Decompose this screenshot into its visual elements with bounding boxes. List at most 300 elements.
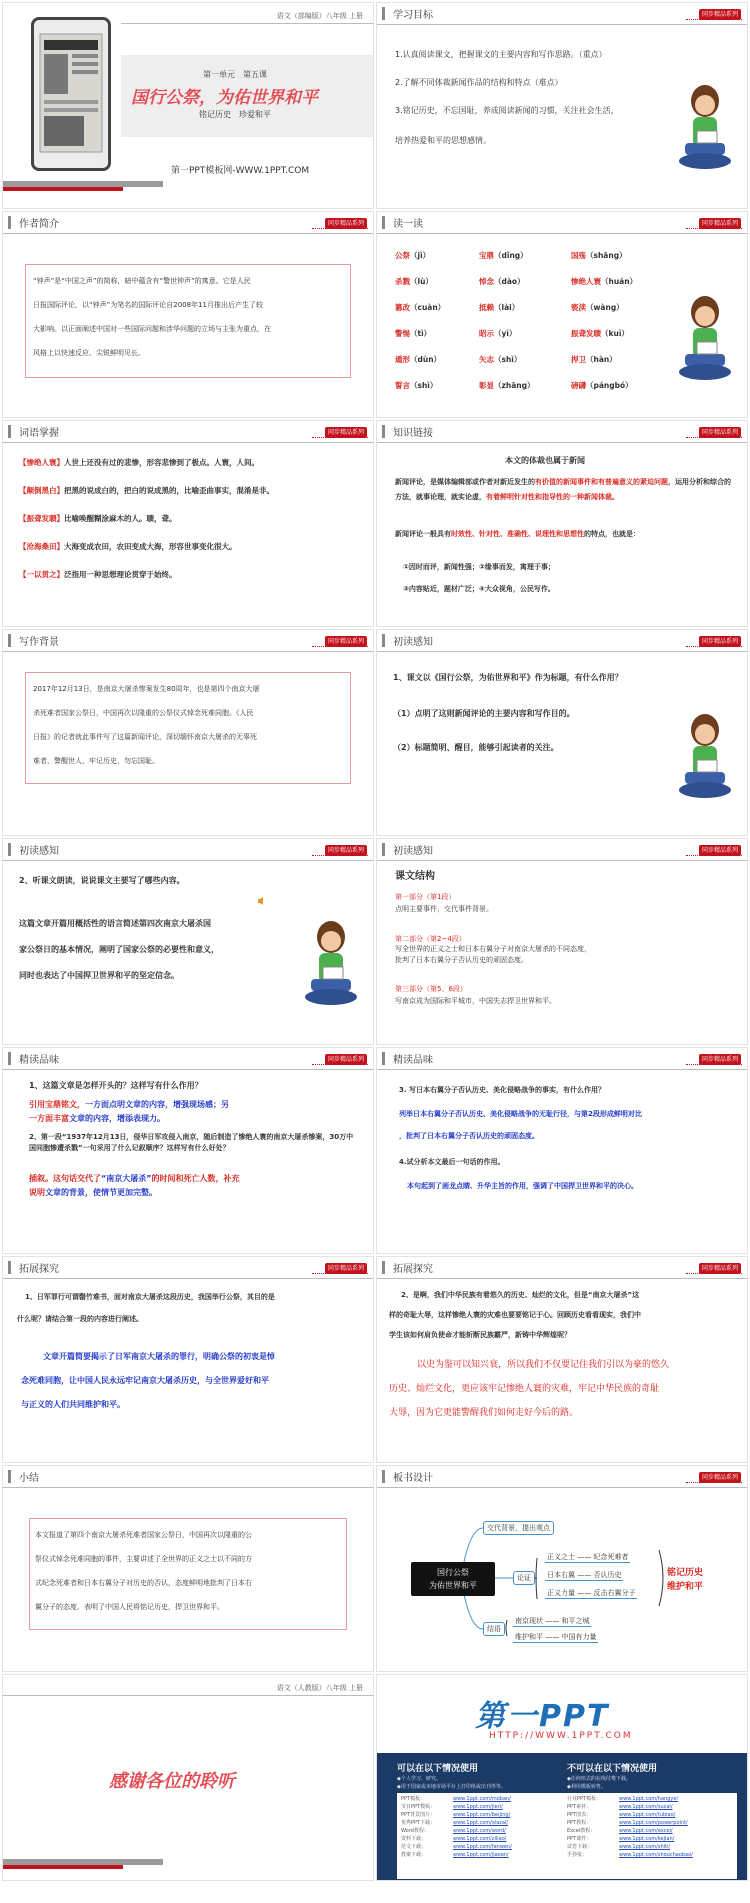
vocab-term: 警惕 [395, 329, 410, 338]
vocab-word [479, 328, 516, 339]
header-bar [8, 634, 11, 647]
vocab-pinyin: （dǐng） [494, 251, 528, 260]
vocab-pinyin: （tì） [410, 329, 432, 338]
slide-cover [2, 2, 374, 209]
resource-link-label: 手抄报： [567, 1852, 588, 1858]
slide-close-reading-1 [2, 1047, 374, 1254]
vocab-entry [19, 485, 274, 496]
header-bar [382, 1261, 385, 1274]
badge-dots [686, 228, 742, 229]
answer-line-3: 与正义的人们共同维护和平。 [21, 1400, 125, 1409]
resource-link-label: 试卷下载： [567, 1844, 593, 1850]
can-use-item-2: ◆用于国家或本地市场平台上打印纸或出刊等等。 [397, 1784, 506, 1790]
vocab-term: 国殇 [571, 251, 586, 260]
logo-url: HTTP://WWW.1PPT.COM [489, 1731, 633, 1741]
vocab-term: 振聋发聩 [571, 329, 601, 338]
p1-a: 新闻评论，是媒体编辑部或作者对新近发生的 [395, 478, 535, 486]
resource-link-label: PPT模板： [401, 1796, 426, 1802]
unit-label: 第一单元 第五课 [203, 70, 267, 79]
branch-background: 交代背景，提出观点 [483, 1521, 554, 1535]
vocab-word [395, 328, 431, 339]
vocab-term: 亵渎 [571, 303, 586, 312]
series-badge: 同步精品系列 [699, 636, 741, 647]
slide-header [377, 1257, 747, 1279]
badge-dots [312, 646, 368, 647]
bg-line-3: 日报》的记者就此事件写了这篇新闻评论，深切缅怀南京大屠杀的无辜死 [33, 733, 257, 741]
top-right-label: 语文（人教版）八年级 上册 [276, 1684, 363, 1692]
vocab-pinyin: （lài） [494, 303, 520, 312]
header-title: 拓展探究 [19, 1264, 59, 1275]
vocab-term: 昭示 [479, 329, 494, 338]
slide-extension-2 [376, 1256, 748, 1463]
vocab-word [395, 250, 430, 261]
question-line-1: 2、是啊，我们中华民族有着悠久的历史、灿烂的文化，但是“南京大屠杀”这 [401, 1291, 640, 1299]
can-use-title: 可以在以下情况使用 [397, 1764, 479, 1774]
vocab-pinyin: （jì） [410, 251, 431, 260]
part-3-title: 第三部分（第5、6段） [395, 985, 467, 993]
resource-link-row [567, 1827, 727, 1835]
vocab-pinyin: （shāng） [586, 251, 627, 260]
header-bar [8, 1052, 11, 1065]
header-title: 学习目标 [393, 10, 433, 21]
resource-link[interactable]: www.1ppt.com/excel/ [619, 1828, 673, 1834]
answer-line-1: 以史为鉴可以知兴衰，所以我们不仅要记住我们引以为豪的悠久 [417, 1360, 670, 1370]
vocab-entry-term: 【沧海桑田】 [19, 542, 64, 551]
vocab-word [571, 380, 633, 391]
logo-text: 第一PPT [475, 1699, 610, 1734]
vocab-entry [19, 569, 177, 580]
resource-link-label: PPT课件： [567, 1836, 592, 1842]
series-badge: 同步精品系列 [325, 636, 367, 647]
vocab-word [571, 354, 617, 365]
resource-link[interactable]: www.1ppt.com/tubiao/ [619, 1812, 676, 1818]
header-bar [8, 843, 11, 856]
resource-link-label: 资料下载： [401, 1836, 427, 1842]
vocab-word [395, 380, 437, 391]
argument-item-3: 正义力量 —— 反击右翼分子 [547, 1589, 636, 1597]
bg-line-4: 难者，警醒世人，牢记历史，勿忘国耻。 [33, 757, 159, 765]
vocab-term: 悼念 [479, 277, 494, 286]
knowledge-para-2 [395, 527, 735, 542]
header-bar [8, 1261, 11, 1274]
vocab-term: 磅礴 [571, 381, 586, 390]
question: 2、听课文朗读，说说课文主要写了哪些内容。 [19, 876, 185, 885]
header-title: 写作背景 [19, 637, 59, 648]
resource-link[interactable]: www.1ppt.com/shiti/ [619, 1844, 671, 1850]
resource-link-row [567, 1851, 727, 1859]
series-badge: 同步精品系列 [699, 9, 741, 20]
conclusion-item-1: 南京现状 —— 和平之城 [515, 1617, 590, 1625]
slide-summary [2, 1465, 374, 1672]
p2-c: 的特点，也就是： [584, 530, 640, 538]
top-right-label: 语文（部编版）八年级 上册 [276, 12, 363, 20]
slide-header [3, 1048, 373, 1070]
slide-header [3, 1466, 373, 1488]
vocab-entry-definition: 人世上还没有过的悲惨，形容悲惨到了极点。人寰，人间。 [64, 458, 259, 467]
vocab-term: 公祭 [395, 251, 410, 260]
answer-line-1: 文章开篇简要揭示了日军南京大屠杀的罪行，明确公祭的初衷是悼 [43, 1352, 275, 1361]
vocab-pinyin: （shì） [410, 381, 438, 390]
conclusion-line-2: 维护和平 [667, 1582, 704, 1592]
knowledge-para-3: ①因时而评，新闻性强；②缘事而发，寓理于事； [403, 563, 555, 571]
vocab-pinyin: （wàng） [586, 303, 624, 312]
slide-header [3, 1257, 373, 1279]
goal-2: 2.了解不同体裁新闻作品的结构和特点（难点） [395, 78, 563, 87]
slide-header [377, 1048, 747, 1070]
vocab-pinyin: （yì） [494, 329, 517, 338]
resource-link-row [567, 1819, 727, 1827]
header-bar [382, 634, 385, 647]
author-line-1: “钟声”是“中国之声”的简称，暗中蕴含有“警世钟声”的寓意。它是人民 [33, 277, 251, 285]
header-title: 知识链接 [393, 428, 433, 439]
vocab-word [571, 276, 637, 287]
branch-argument: 论证 [513, 1571, 535, 1585]
badge-dots [686, 437, 742, 438]
part-1-desc: 点明主要事件，交代事件背景。 [395, 905, 493, 913]
summary-line-1: 本文报道了第四个南京大屠杀死难者国家公祭日，中国再次以隆重的公 [35, 1531, 252, 1539]
series-badge: 同步精品系列 [699, 1263, 741, 1274]
resource-link-row [401, 1835, 561, 1843]
answer-1-line-2 [29, 1112, 165, 1126]
vocab-entry [19, 457, 259, 468]
header-title: 拓展探究 [393, 1264, 433, 1275]
slide-board-design [376, 1465, 748, 1672]
badge-dots [312, 1064, 368, 1065]
slide-read [376, 211, 748, 418]
badge-dots [312, 437, 368, 438]
answer-2: （2）标题简明、醒目，能够引起读者的关注。 [393, 743, 559, 752]
question-2: 2、第一段“1937年12月13日，侵华日军攻侵入南京，随后制造了惨绝人寰的南京大屠杀惨案，30万中国同胞惨遭杀戮”一句采用了什么记叙顺序？这样写有什么好处？ [29, 1133, 354, 1152]
vocab-word [571, 328, 629, 339]
argument-item-1: 正义之士 —— 纪念死难者 [547, 1553, 629, 1561]
header-bar [382, 843, 385, 856]
header-title: 词语掌握 [19, 428, 59, 439]
slide-knowledge [376, 420, 748, 627]
resource-link-label: PPT素材： [567, 1804, 592, 1810]
p2-b: 时效性、针对性、准确性、说理性和思想性 [451, 530, 584, 538]
resource-link-label: Excel教程： [567, 1828, 596, 1834]
resource-link-row [567, 1811, 727, 1819]
answer-3-line-2: ，批判了日本右翼分子否认历史的顽固态度。 [399, 1132, 539, 1140]
header-title: 小结 [19, 1473, 39, 1484]
cover-subtitle: 铭记历史 珍爱和平 [199, 110, 271, 119]
resource-link-row [401, 1795, 561, 1803]
slide-first-reading-2 [2, 838, 374, 1045]
vocab-entry-term: 【惨绝人寰】 [19, 458, 64, 467]
resource-link[interactable]: www.1ppt.com/jiaoan/ [453, 1852, 509, 1858]
author-line-4: 风格上以快速反应、尖锐鲜明见长。 [33, 349, 145, 357]
resource-link-label: 范文下载： [401, 1844, 427, 1850]
slide-first-reading-1 [376, 629, 748, 836]
badge-dots [686, 855, 742, 856]
badge-dots [686, 1064, 742, 1065]
cannot-use-item-1: ◆任何形式的在线付费下载。 [567, 1776, 631, 1782]
resource-link[interactable]: www.1ppt.com/beijing/ [453, 1812, 511, 1818]
series-badge: 同步精品系列 [699, 218, 741, 229]
vocab-pinyin: （hàn） [586, 355, 617, 364]
resource-link-row [401, 1811, 561, 1819]
slide-header [3, 421, 373, 443]
p1-c: ，运用分析和综合的方法，就事论理，就实论虚， [395, 478, 731, 501]
vocab-pinyin: （kuì） [601, 329, 629, 338]
vocab-term: 宝鼎 [479, 251, 494, 260]
header-title: 初读感知 [19, 846, 59, 857]
center-line-1: 国行公祭 [437, 1568, 469, 1577]
vocab-entry-definition: 比喻唤醒糊涂麻木的人。聩，聋。 [64, 514, 177, 523]
series-badge: 同步精品系列 [699, 427, 741, 438]
resource-link[interactable]: www.1ppt.com/powerpoint/ [619, 1820, 688, 1826]
vocab-entry-definition: 泛指用一种思想理论贯穿于始终。 [64, 570, 177, 579]
resource-link[interactable]: www.1ppt.com/jieri/ [453, 1804, 503, 1810]
vocab-term: 遁形 [395, 355, 410, 364]
knowledge-para-4: ③内容贴近，题材广泛；④大众视角，公民写作。 [403, 585, 555, 593]
a1-red-2: 一方面丰富 [29, 1114, 69, 1123]
header-title: 初读感知 [393, 637, 433, 648]
vocab-pinyin: （lù） [410, 277, 433, 286]
slide-structure [376, 838, 748, 1045]
resource-link-row [401, 1843, 561, 1851]
slide-header [377, 3, 747, 25]
author-line-2: 日报国际评论，以“钟声”为笔名的国际评论自2008年11月推出后产生了较 [33, 301, 263, 309]
p1-d: 有着鲜明针对性和指导性的一种新闻体裁。 [486, 493, 619, 501]
resource-link-label: PPT教程： [567, 1820, 592, 1826]
vocab-entry-term: 【一以贯之】 [19, 570, 64, 579]
vocab-term: 誓言 [395, 381, 410, 390]
conclusion-item-2: 维护和平 —— 中国有力量 [515, 1633, 597, 1641]
a1-blue-1: 一方面点明文章的内容，增强现场感；另 [85, 1100, 229, 1109]
goal-1: 1.认真阅读课文，把握课文的主要内容和写作思路。（重点） [395, 50, 607, 59]
series-badge: 同步精品系列 [699, 845, 741, 856]
question-1: 1、这篇文章是怎样开头的？这样写有什么作用？ [29, 1081, 203, 1090]
vocab-pinyin: （dào） [494, 277, 525, 286]
part-2-title: 第二部分（第2~4段） [395, 935, 466, 943]
series-badge: 同步精品系列 [325, 427, 367, 438]
branch-conclusion: 结语 [483, 1622, 505, 1636]
resource-link[interactable]: www.1ppt.com/moban/ [453, 1796, 511, 1802]
reading-girl-illustration [675, 83, 737, 203]
resource-link-row [567, 1795, 727, 1803]
top-rule [121, 23, 373, 24]
question-line-2: 样的奇耻大辱，这样惨绝人寰的灾难也要要铭记于心。回顾历史看看现实，我们中 [389, 1311, 641, 1319]
resource-link-label: 教案下载： [401, 1852, 427, 1858]
badge-dots [686, 1273, 742, 1274]
summary-line-3: 同时也表达了中国捍卫世界和平的坚定信念。 [19, 971, 179, 980]
mindmap-center [411, 1562, 495, 1596]
resource-link-row [567, 1803, 727, 1811]
answer-line-3: 大辱，因为它更能警醒我们如何走好今后的路。 [389, 1408, 579, 1418]
header-title: 精读品味 [393, 1055, 433, 1066]
vocab-term: 彰显 [479, 381, 494, 390]
vocab-pinyin: （dùn） [410, 355, 442, 364]
vocab-word [479, 250, 528, 261]
summary-line-2: 家公祭日的基本情况，阐明了国家公祭的必要性和意义， [19, 945, 219, 954]
resource-link-label: Word教程： [401, 1828, 429, 1834]
series-badge: 同步精品系列 [325, 1054, 367, 1065]
author-line-3: 大影响。以正面阐述中国对一些国际问题和涉华问题的立场与主张为重点，在 [33, 325, 271, 333]
vocab-pinyin: （shì） [494, 355, 522, 364]
website-label: 第一PPT模板网-WWW.1PPT.COM [171, 166, 310, 176]
vocab-word [395, 354, 441, 365]
header-title: 板书设计 [393, 1473, 433, 1484]
resource-link[interactable]: www.1ppt.com/kejian/ [619, 1836, 675, 1842]
conclusion-line-1: 铭记历史 [667, 1568, 704, 1578]
reading-girl-illustration [675, 712, 737, 832]
series-badge: 同步精品系列 [699, 1054, 741, 1065]
footer-bar-red [3, 1865, 123, 1869]
answer-2-line-1 [29, 1172, 240, 1186]
header-bar [8, 425, 11, 438]
audio-icon[interactable] [257, 891, 267, 901]
header-bar [8, 216, 11, 229]
center-line-2: 为佑世界和平 [429, 1581, 477, 1590]
vocab-word [395, 276, 433, 287]
resource-link-row [401, 1819, 561, 1827]
badge-dots [312, 855, 368, 856]
slide-header [377, 630, 747, 652]
p1-b: 有价值的新闻事件和有普遍意义的紧迫问题 [535, 478, 668, 486]
header-bar [382, 425, 385, 438]
resource-link[interactable]: www.1ppt.com/ziliao/ [453, 1836, 507, 1842]
resource-link-row [401, 1803, 561, 1811]
series-badge: 同步精品系列 [325, 845, 367, 856]
argument-item-2: 日本右翼 —— 否认历史 [547, 1571, 622, 1579]
answer-1: （1）点明了这则新闻评论的主要内容和写作目的。 [393, 709, 575, 718]
knowledge-para-1 [395, 475, 735, 505]
resource-link[interactable]: www.1ppt.com/fanwen/ [453, 1844, 512, 1850]
a2-red-1: 插叙。这句话交代了 [29, 1174, 101, 1183]
question-line-1: 1、日军罪行可谓罄竹难书，面对南京大屠杀这段历史，我国举行公祭，其目的是 [25, 1293, 275, 1301]
series-badge: 同步精品系列 [325, 1263, 367, 1274]
cover-title: 国行公祭，为佑世界和平 [131, 88, 318, 108]
slide-close-reading-2 [376, 1047, 748, 1254]
answer-line-2: 历史、灿烂文化，更应该牢记惨绝人寰的灾难，牢记中华民族的奇耻 [389, 1384, 660, 1394]
reading-girl-illustration [301, 919, 363, 1039]
slide-license [376, 1674, 748, 1881]
vocab-term: 惨绝人寰 [571, 277, 601, 286]
question-line-2: 什么呢？请结合第一段的内容进行阐述。 [17, 1315, 143, 1323]
header-bar [382, 7, 385, 20]
resource-link-label: 优秀PPT下载： [401, 1820, 436, 1826]
phone-photo [31, 17, 111, 171]
vocab-pinyin: （pángbó） [586, 381, 633, 390]
vocab-entry-definition: 把黑的说成白的，把白的说成黑的，比喻歪曲事实，混淆是非。 [64, 486, 274, 495]
part-2-desc-2: 批判了日本右翼分子否认历史的顽固态度。 [395, 956, 528, 964]
header-title: 精读品味 [19, 1055, 59, 1066]
ppt-logo [475, 1691, 609, 1735]
vocab-pinyin: （cuàn） [410, 303, 446, 312]
part-3-desc: 写南京成为国际和平城市，中国失志捍卫世界和平。 [395, 997, 556, 1005]
slide-header [377, 839, 747, 861]
resource-link[interactable]: www.1ppt.com/shouchaobao/ [619, 1852, 693, 1858]
slide-header [3, 212, 373, 234]
resource-link[interactable]: www.1ppt.com/hangye/ [619, 1796, 679, 1802]
question-1: 1、课文以《国行公祭，为佑世界和平》作为标题，有什么作用？ [393, 673, 623, 682]
badge-dots [686, 19, 742, 20]
answer-2-line-2 [29, 1186, 157, 1200]
summary-line-1: 这篇文章开篇用概括性的语言简述第四次南京大屠杀国 [19, 919, 211, 928]
question-4: 4.试分析本文最后一句话的作用。 [399, 1158, 505, 1166]
header-title: 作者简介 [19, 219, 59, 230]
summary-line-4: 翼分子的态度，表明了中国人民将铭记历史，捍卫世界和平。 [35, 1603, 224, 1611]
header-title: 读一读 [393, 219, 423, 230]
knowledge-heading: 本文的体裁也属于新闻 [505, 456, 585, 465]
question-line-3: 学生该如何肩负使命才能斩断民族霸严，新铸中华辉煌呢？ [389, 1331, 571, 1339]
header-bar [382, 1052, 385, 1065]
vocab-term: 杀戮 [395, 277, 410, 286]
resource-link[interactable]: www.1ppt.com/sucai/ [619, 1804, 673, 1810]
part-1-title: 第一部分（第1段） [395, 893, 456, 901]
a2-red-2: 的时间和死亡人数，补充 [151, 1174, 240, 1183]
vocab-entry-definition: 大海变成农田，农田变成大海，形容世事变化很大。 [64, 542, 237, 551]
vocab-entry-term: 【振聋发聩】 [19, 514, 64, 523]
board-conclusion [667, 1566, 703, 1594]
p2-a: 新闻评论一般具有 [395, 530, 451, 538]
slide-extension-1 [2, 1256, 374, 1463]
vocab-entry [19, 513, 177, 524]
vocab-term: 抵赖 [479, 303, 494, 312]
resource-link-label: 节日PPT模板： [401, 1804, 436, 1810]
can-use-item-1: ◆个人学习、研究。 [397, 1776, 441, 1782]
badge-dots [312, 228, 368, 229]
resource-link-label: PPT图表： [567, 1812, 592, 1818]
resource-link-row [401, 1827, 561, 1835]
vocab-pinyin: （huán） [601, 277, 638, 286]
cannot-use-item-2: ◆利用模板转售。 [567, 1784, 606, 1790]
cannot-use-title: 不可以在以下情况使用 [567, 1764, 658, 1774]
vocab-entry [19, 541, 237, 552]
slide-header [3, 630, 373, 652]
badge-dots [312, 1273, 368, 1274]
goal-3-cont: 培养热爱和平的思想感情。 [395, 136, 491, 145]
vocab-entry-term: 【颠倒黑白】 [19, 486, 64, 495]
vocab-word [479, 276, 525, 287]
slide-background [2, 629, 374, 836]
resource-link[interactable]: www.1ppt.com/xiazai/ [453, 1820, 509, 1826]
header-bar [8, 1470, 11, 1483]
slide-header [377, 212, 747, 234]
answer-1-line-1 [29, 1098, 229, 1112]
question-3: 3. 写日本右翼分子否认历史、美化侵略战争的事实，有什么作用？ [399, 1086, 605, 1094]
resource-link-label: PPT背景图片： [401, 1812, 436, 1818]
vocab-word [479, 380, 534, 391]
resource-link-row [401, 1851, 561, 1859]
slide-vocabulary [2, 420, 374, 627]
slide-header [3, 839, 373, 861]
badge-dots [686, 646, 742, 647]
thanks-text: 感谢各位的聆听 [109, 1771, 235, 1792]
vocab-term: 矢志 [479, 355, 494, 364]
resource-link-row [567, 1835, 727, 1843]
resource-link[interactable]: www.1ppt.com/word/ [453, 1828, 506, 1834]
vocab-word [479, 354, 521, 365]
slide-author [2, 211, 374, 418]
a1-red-1: 引用宝鼎铭文， [29, 1100, 85, 1109]
answer-line-2: 念死难同胞，让中国人民永远牢记南京大屠杀历史，与全世界爱好和平 [21, 1376, 269, 1385]
header-bar [382, 216, 385, 229]
part-2-desc-1: 写全世界的正义之士和日本右翼分子对南京大屠杀的不同态度， [395, 945, 591, 953]
vocab-term: 捍卫 [571, 355, 586, 364]
vocab-word [571, 250, 627, 261]
answer-3-line-1: 列举日本右翼分子否认历史、美化侵略战争的无耻行径，与第2段形成鲜明对比 [399, 1110, 642, 1118]
answer-4: 本句起到了画龙点睛、升华主旨的作用，强调了中国捍卫世界和平的决心。 [407, 1182, 638, 1190]
a2-blue-1: “南京大屠杀” [101, 1174, 152, 1183]
links-right [567, 1795, 727, 1859]
vocab-pinyin: （zhāng） [494, 381, 535, 390]
links-left [401, 1795, 561, 1859]
slide-thanks [2, 1674, 374, 1881]
structure-heading: 课文结构 [395, 871, 435, 882]
top-rule [3, 1695, 373, 1696]
